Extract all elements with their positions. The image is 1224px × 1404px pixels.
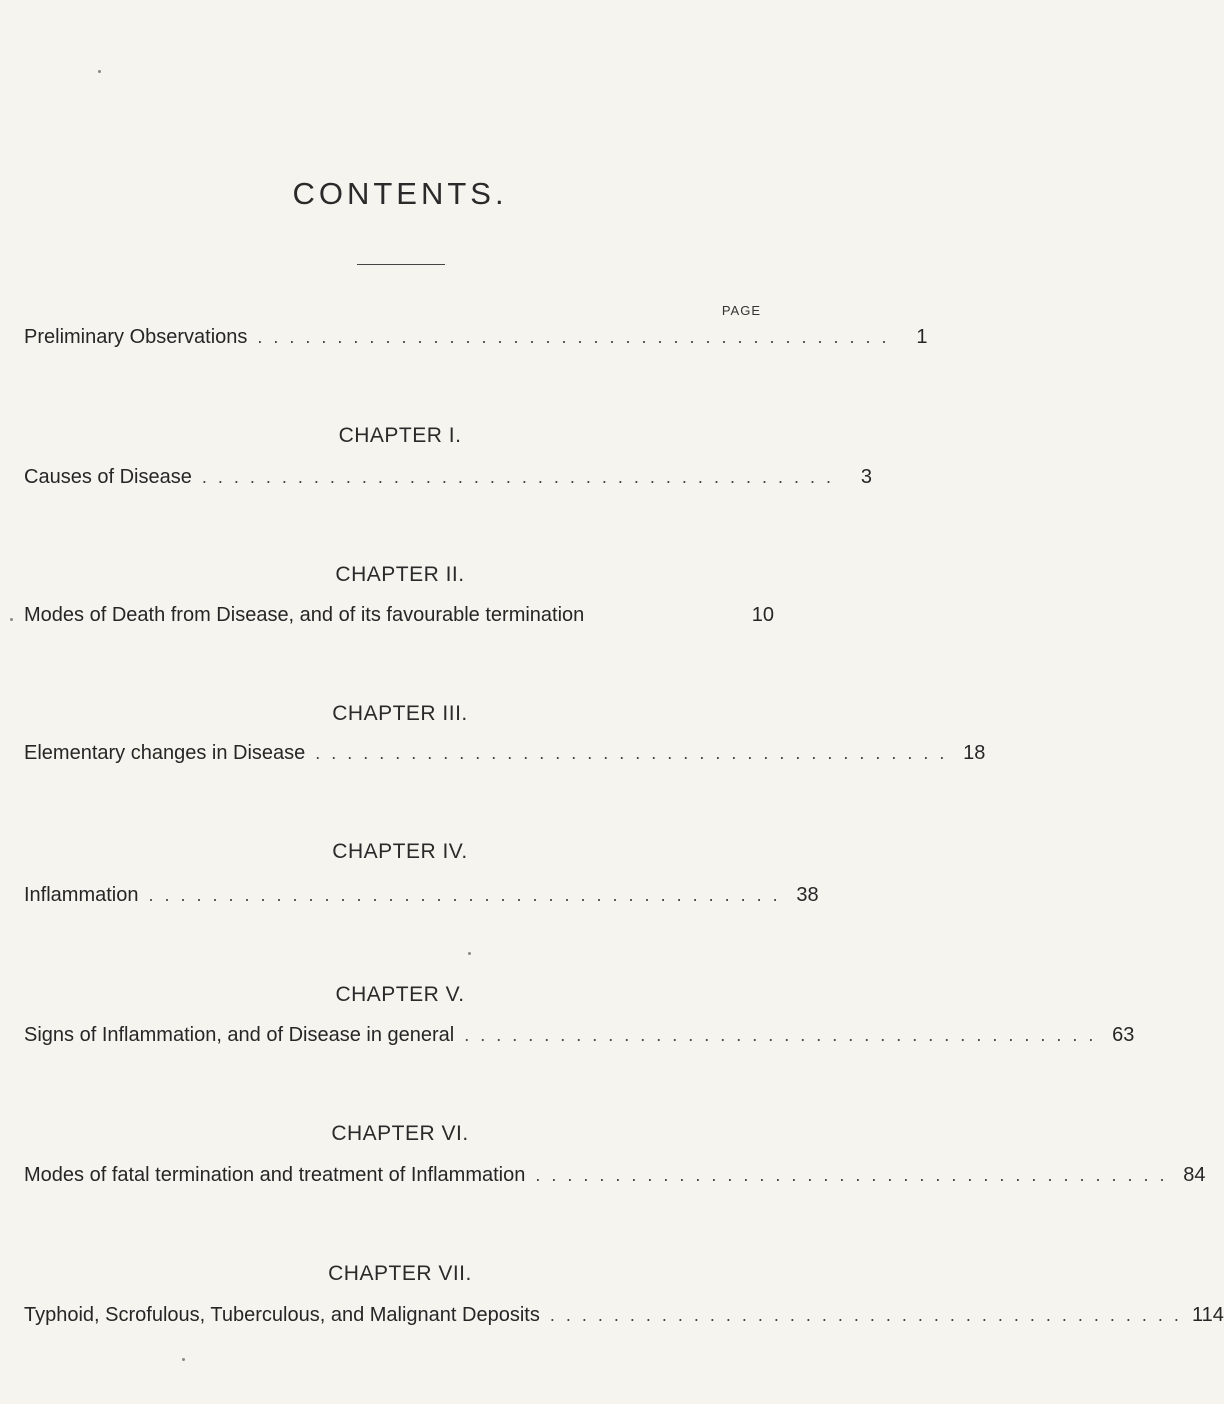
- toc-entry: [24, 884, 819, 907]
- dot-leader: . . . . . . . . . . . . . . . . . . . . . . . . . . . . . . . . . . . . . . . .: [535, 1165, 1168, 1185]
- toc-entry-page: 10: [751, 604, 774, 626]
- toc-entry-page: 38: [796, 884, 819, 906]
- toc-entry-title: Modes of Death from Disease, and of its favourable termination: [24, 604, 585, 626]
- chapter-heading: CHAPTER VII.: [328, 1262, 472, 1285]
- chapter-heading: CHAPTER III.: [332, 702, 468, 725]
- toc-entry-title: Elementary changes in Disease: [24, 742, 306, 764]
- dot-leader: . . . . . . . . . . . . . . . . . . . . . . . . . . . . . . . . . . . . . . . .: [315, 743, 948, 763]
- toc-entry-title: Modes of fatal termination and treatment of Inflammation: [24, 1164, 526, 1186]
- dot-leader: . . . . . . . . . . . . . . . . . . . . . . . . . . . . . . . . . . . . . . . .: [549, 1305, 1182, 1325]
- dot-leader: . . . . . . . . . . . . . . . . . . . . . . . . . . . . . . . . . . . . . . . .: [148, 885, 781, 905]
- toc-entry-page: 63: [1112, 1024, 1135, 1046]
- toc-entry-title: Preliminary Observations: [24, 326, 248, 348]
- paper-speck: [10, 618, 13, 621]
- page-column-label: PAGE: [721, 303, 761, 318]
- paper-speck: [468, 952, 471, 955]
- toc-entry-page: 3: [860, 466, 872, 488]
- toc-entry: [24, 466, 872, 489]
- toc-entry-title: Causes of Disease: [24, 466, 192, 488]
- toc-entry-title: Typhoid, Scrofulous, Tuberculous, and Malignant Deposits: [24, 1304, 540, 1326]
- chapter-heading: CHAPTER VI.: [331, 1122, 469, 1145]
- title-rule: [357, 264, 445, 265]
- toc-entry: [24, 742, 986, 765]
- toc-entry-page: 18: [963, 742, 986, 764]
- toc-entry-page: 114: [1191, 1304, 1224, 1326]
- chapter-heading: CHAPTER I.: [338, 424, 462, 447]
- chapter-heading: CHAPTER V.: [335, 983, 465, 1006]
- paper-speck: [182, 1358, 185, 1361]
- chapter-heading: CHAPTER II.: [335, 563, 465, 586]
- dot-leader: . . . . . . . . . . . . . . . . . . . . . . . . . . . . . . . . . . . . . . . .: [201, 467, 834, 487]
- toc-entry-title: Inflammation: [24, 884, 139, 906]
- toc-entry: [24, 326, 928, 349]
- dot-leader: . . . . . . . . . . . . . . . . . . . . . . . . . . . . . . . . . . . . . . . .: [257, 327, 890, 347]
- toc-entry-page: 84: [1183, 1164, 1206, 1186]
- paper-speck: [98, 70, 101, 73]
- toc-entry: [24, 1304, 1224, 1327]
- toc-entry: [24, 604, 774, 627]
- chapter-heading: CHAPTER IV.: [332, 840, 468, 863]
- toc-entry-title: Signs of Inflammation, and of Disease in general: [24, 1024, 455, 1046]
- page-title: CONTENTS.: [292, 176, 508, 211]
- toc-entry: [24, 1024, 1135, 1047]
- dot-leader: . . . . . . . . . . . . . . . . . . . . . . . . . . . . . . . . . . . . . . . .: [464, 1025, 1097, 1045]
- toc-entry-page: 1: [916, 326, 928, 348]
- toc-entry: [24, 1164, 1206, 1187]
